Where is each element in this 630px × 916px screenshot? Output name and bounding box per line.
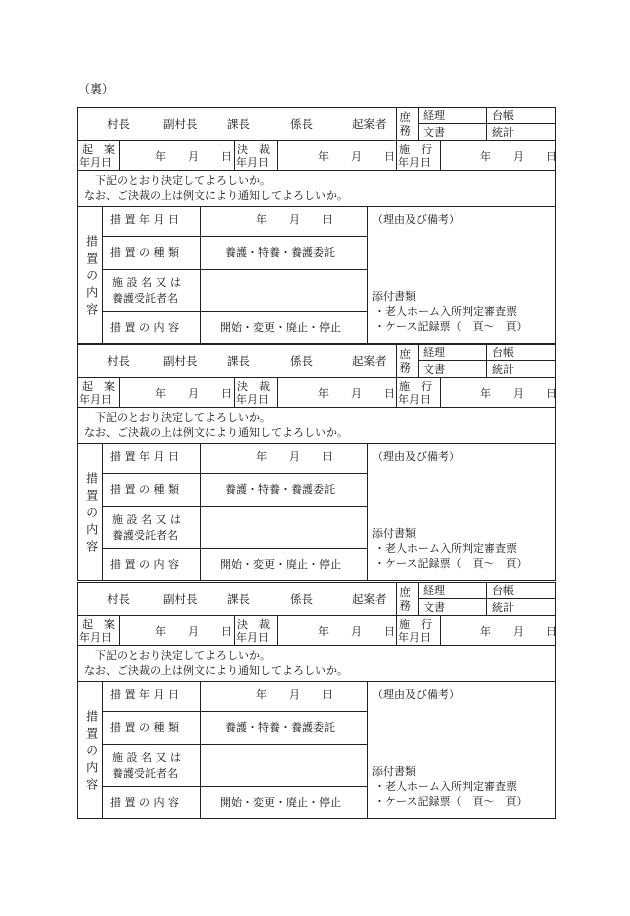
approver-label: 課長 bbox=[227, 117, 250, 131]
kian-label: 起 案 bbox=[82, 380, 115, 393]
measure-content-value: 開始・変更・廃止・停止 bbox=[220, 558, 341, 571]
facility-name-label-2: 養護受託者名 bbox=[112, 767, 178, 780]
rule-line bbox=[396, 140, 397, 170]
form-block-inner bbox=[77, 107, 556, 344]
rule-line bbox=[77, 645, 556, 646]
facility-name-label-2: 養護受託者名 bbox=[112, 529, 178, 542]
rule-line bbox=[234, 140, 235, 170]
shomu-label: 庶務 bbox=[398, 586, 413, 613]
decision-line-2: なお、ご決裁の上は例文により通知してよろしいか。 bbox=[84, 426, 348, 439]
measure-type-label: 措 置 の 種 類 bbox=[110, 483, 179, 496]
measure-type-value: 養護・特養・養護委託 bbox=[225, 483, 335, 496]
approver-label: 起案者 bbox=[352, 117, 387, 131]
decision-line-1: 下記のとおり決定してよろしいか。 bbox=[95, 649, 271, 662]
approver-label: 課長 bbox=[227, 592, 250, 606]
shomu-cell-daicho: 台帳 bbox=[492, 346, 514, 359]
rule-line bbox=[418, 598, 556, 599]
attachment-item-2: ・ケース記録票（ 頁～ 頁） bbox=[374, 557, 528, 570]
rule-line bbox=[102, 206, 103, 344]
attachment-item-2: ・ケース記録票（ 頁～ 頁） bbox=[374, 320, 528, 333]
approver-label: 村長 bbox=[107, 117, 130, 131]
approver-label: 副村長 bbox=[163, 354, 198, 368]
rule-line bbox=[418, 123, 556, 124]
shomu-cell-daicho: 台帳 bbox=[492, 584, 514, 597]
rule-line bbox=[102, 711, 367, 712]
shomu-cell-bunsho: 文書 bbox=[423, 126, 445, 139]
kessai-date: 年 月 日 bbox=[318, 150, 395, 163]
approver-label: 村長 bbox=[107, 354, 130, 368]
measure-content-value: 開始・変更・廃止・停止 bbox=[220, 321, 341, 334]
shomu-cell-bunsho: 文書 bbox=[423, 601, 445, 614]
measure-type-label: 措 置 の 種 類 bbox=[110, 721, 179, 734]
attachment-item-1: ・老人ホーム入所判定審査票 bbox=[374, 305, 517, 318]
rule-line bbox=[277, 615, 278, 645]
rule-line bbox=[367, 443, 368, 581]
measure-type-value: 養護・特養・養護委託 bbox=[225, 721, 335, 734]
rule-line bbox=[119, 140, 120, 170]
attachments-title: 添付書類 bbox=[372, 290, 416, 303]
measure-section-label: 措置の内容 bbox=[84, 472, 99, 557]
measure-date-label: 措 置 年 月 日 bbox=[110, 213, 179, 226]
shiko-date: 年 月 日 bbox=[480, 387, 557, 400]
rule-line bbox=[367, 206, 368, 344]
shiko-date: 年 月 日 bbox=[480, 625, 557, 638]
rule-line bbox=[102, 236, 367, 237]
measure-date-value: 年 月 日 bbox=[256, 450, 333, 463]
kian-label: 起 案 bbox=[82, 618, 115, 631]
rule-line bbox=[102, 681, 103, 819]
remarks-title: （理由及び備考） bbox=[372, 688, 460, 701]
approver-label: 起案者 bbox=[352, 592, 387, 606]
decision-form-block bbox=[77, 107, 556, 344]
rule-line bbox=[418, 360, 556, 361]
decision-line-1: 下記のとおり決定してよろしいか。 bbox=[95, 174, 271, 187]
rule-line bbox=[277, 140, 278, 170]
rule-line bbox=[102, 269, 367, 270]
page-label: （裏） bbox=[78, 82, 115, 96]
measure-content-label: 措 置 の 内 容 bbox=[110, 796, 179, 809]
kian-date: 年 月 日 bbox=[155, 387, 232, 400]
measure-content-label: 措 置 の 内 容 bbox=[110, 321, 179, 334]
shiko-label-2: 年月日 bbox=[398, 631, 431, 644]
rule-line bbox=[102, 786, 367, 787]
shiko-label: 施 行 bbox=[399, 380, 432, 393]
shiko-label-2: 年月日 bbox=[398, 156, 431, 169]
kian-label-2: 年月日 bbox=[79, 393, 112, 406]
shomu-cell-keiri: 経理 bbox=[423, 584, 445, 597]
rule-line bbox=[102, 744, 367, 745]
shomu-label: 庶務 bbox=[398, 111, 413, 138]
kessai-label: 決 裁 bbox=[237, 380, 270, 393]
rule-line bbox=[396, 615, 397, 645]
decision-form-block bbox=[77, 344, 556, 581]
rule-line bbox=[102, 473, 367, 474]
rule-line bbox=[77, 206, 556, 207]
rule-line bbox=[102, 506, 367, 507]
rule-line bbox=[367, 681, 368, 819]
rule-line bbox=[440, 615, 441, 645]
shomu-cell-keiri: 経理 bbox=[423, 346, 445, 359]
facility-name-label: 施 設 名 又 は bbox=[112, 276, 181, 289]
shiko-label-2: 年月日 bbox=[398, 393, 431, 406]
approver-label: 起案者 bbox=[352, 354, 387, 368]
shomu-cell-bunsho: 文書 bbox=[423, 363, 445, 376]
rule-line bbox=[77, 681, 556, 682]
facility-name-label: 施 設 名 又 は bbox=[112, 513, 181, 526]
rule-line bbox=[102, 311, 367, 312]
kian-date: 年 月 日 bbox=[155, 625, 232, 638]
measure-content-label: 措 置 の 内 容 bbox=[110, 558, 179, 571]
rule-line bbox=[440, 377, 441, 407]
rule-line bbox=[77, 443, 556, 444]
rule-line bbox=[277, 377, 278, 407]
rule-line bbox=[200, 206, 201, 344]
shomu-cell-daicho: 台帳 bbox=[492, 109, 514, 122]
attachment-item-1: ・老人ホーム入所判定審査票 bbox=[374, 780, 517, 793]
rule-line bbox=[234, 615, 235, 645]
shomu-label: 庶務 bbox=[398, 348, 413, 375]
approver-label: 村長 bbox=[107, 592, 130, 606]
shomu-cell-tokei: 統計 bbox=[492, 601, 514, 614]
rule-line bbox=[200, 443, 201, 581]
approver-label: 副村長 bbox=[163, 117, 198, 131]
remarks-title: （理由及び備考） bbox=[372, 450, 460, 463]
remarks-title: （理由及び備考） bbox=[372, 213, 460, 226]
attachment-item-2: ・ケース記録票（ 頁～ 頁） bbox=[374, 795, 528, 808]
rule-line bbox=[77, 170, 556, 171]
kessai-label-2: 年月日 bbox=[236, 393, 269, 406]
attachments-title: 添付書類 bbox=[372, 527, 416, 540]
kessai-label-2: 年月日 bbox=[236, 156, 269, 169]
rule-line bbox=[102, 548, 367, 549]
rule-line bbox=[77, 615, 556, 616]
rule-line bbox=[396, 377, 397, 407]
measure-section-label: 措置の内容 bbox=[84, 235, 99, 320]
shomu-cell-tokei: 統計 bbox=[492, 363, 514, 376]
rule-line bbox=[234, 377, 235, 407]
facility-name-label: 施 設 名 又 は bbox=[112, 751, 181, 764]
rule-line bbox=[200, 681, 201, 819]
rule-line bbox=[77, 377, 556, 378]
kessai-date: 年 月 日 bbox=[318, 387, 395, 400]
decision-line-2: なお、ご決裁の上は例文により通知してよろしいか。 bbox=[84, 189, 348, 202]
rule-line bbox=[396, 107, 397, 140]
approver-label: 係長 bbox=[290, 354, 313, 368]
attachments-title: 添付書類 bbox=[372, 765, 416, 778]
rule-line bbox=[102, 443, 103, 581]
shiko-label: 施 行 bbox=[399, 143, 432, 156]
decision-form-block bbox=[77, 582, 556, 819]
attachment-item-1: ・老人ホーム入所判定審査票 bbox=[374, 542, 517, 555]
rule-line bbox=[396, 582, 397, 615]
kessai-date: 年 月 日 bbox=[318, 625, 395, 638]
approver-label: 係長 bbox=[290, 592, 313, 606]
rule-line bbox=[77, 140, 556, 141]
measure-date-value: 年 月 日 bbox=[256, 688, 333, 701]
kian-label: 起 案 bbox=[82, 143, 115, 156]
rule-line bbox=[440, 140, 441, 170]
measure-section-label: 措置の内容 bbox=[84, 710, 99, 795]
rule-line bbox=[396, 344, 397, 377]
facility-name-label-2: 養護受託者名 bbox=[112, 292, 178, 305]
measure-content-value: 開始・変更・廃止・停止 bbox=[220, 796, 341, 809]
decision-line-1: 下記のとおり決定してよろしいか。 bbox=[95, 411, 271, 424]
decision-line-2: なお、ご決裁の上は例文により通知してよろしいか。 bbox=[84, 664, 348, 677]
shiko-label: 施 行 bbox=[399, 618, 432, 631]
shomu-cell-keiri: 経理 bbox=[423, 109, 445, 122]
measure-date-label: 措 置 年 月 日 bbox=[110, 450, 179, 463]
rule-line bbox=[119, 615, 120, 645]
form-block-inner bbox=[77, 344, 556, 581]
approver-label: 副村長 bbox=[163, 592, 198, 606]
kessai-label-2: 年月日 bbox=[236, 631, 269, 644]
measure-type-label: 措 置 の 種 類 bbox=[110, 246, 179, 259]
form-block-inner bbox=[77, 582, 556, 819]
kessai-label: 決 裁 bbox=[237, 143, 270, 156]
shiko-date: 年 月 日 bbox=[480, 150, 557, 163]
kessai-label: 決 裁 bbox=[237, 618, 270, 631]
rule-line bbox=[77, 407, 556, 408]
measure-date-value: 年 月 日 bbox=[256, 213, 333, 226]
approver-label: 課長 bbox=[227, 354, 250, 368]
measure-type-value: 養護・特養・養護委託 bbox=[225, 246, 335, 259]
kian-label-2: 年月日 bbox=[79, 156, 112, 169]
approver-label: 係長 bbox=[290, 117, 313, 131]
measure-date-label: 措 置 年 月 日 bbox=[110, 688, 179, 701]
kian-label-2: 年月日 bbox=[79, 631, 112, 644]
kian-date: 年 月 日 bbox=[155, 150, 232, 163]
shomu-cell-tokei: 統計 bbox=[492, 126, 514, 139]
rule-line bbox=[119, 377, 120, 407]
